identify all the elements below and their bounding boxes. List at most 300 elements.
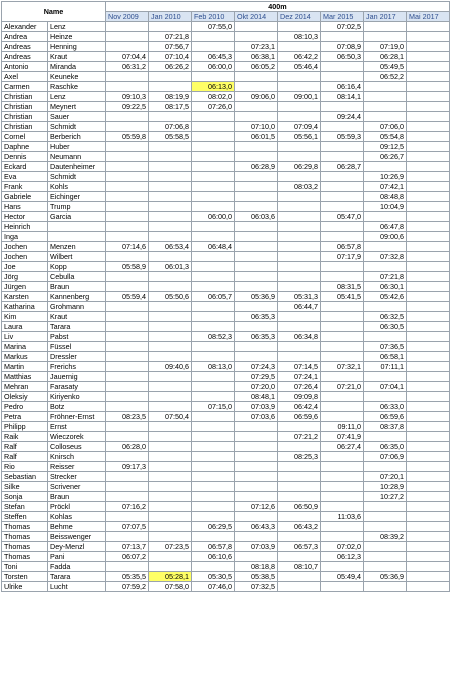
last-name-cell[interactable]: Miranda xyxy=(48,62,106,72)
time-cell[interactable]: 06:42,2 xyxy=(278,52,321,62)
time-cell[interactable] xyxy=(106,222,149,232)
time-cell[interactable]: 07:56,7 xyxy=(149,42,192,52)
time-cell[interactable]: 06:50,9 xyxy=(278,502,321,512)
last-name-cell[interactable]: Dautenheimer xyxy=(48,162,106,172)
time-cell[interactable] xyxy=(407,362,450,372)
time-cell[interactable]: 07:20,1 xyxy=(364,472,407,482)
time-cell[interactable] xyxy=(106,72,149,82)
time-cell[interactable] xyxy=(149,82,192,92)
first-name-cell[interactable]: Andrea xyxy=(2,32,48,42)
time-cell[interactable] xyxy=(321,192,364,202)
last-name-cell[interactable]: Meynert xyxy=(48,102,106,112)
time-cell[interactable]: 06:12,3 xyxy=(321,552,364,562)
time-cell[interactable] xyxy=(407,182,450,192)
time-cell[interactable] xyxy=(321,332,364,342)
time-cell[interactable] xyxy=(364,432,407,442)
time-cell[interactable] xyxy=(278,352,321,362)
time-cell[interactable]: 06:50,3 xyxy=(321,52,364,62)
time-cell[interactable] xyxy=(364,502,407,512)
time-cell[interactable] xyxy=(106,362,149,372)
first-name-cell[interactable]: Matthias xyxy=(2,372,48,382)
time-cell[interactable]: 06:57,8 xyxy=(192,542,235,552)
first-name-cell[interactable]: Inga xyxy=(2,232,48,242)
last-name-cell[interactable]: Füssel xyxy=(48,342,106,352)
last-name-cell[interactable]: Sauer xyxy=(48,112,106,122)
time-cell[interactable]: 08:14,1 xyxy=(321,92,364,102)
time-cell[interactable] xyxy=(106,372,149,382)
time-cell[interactable]: 06:44,7 xyxy=(278,302,321,312)
time-cell[interactable] xyxy=(321,262,364,272)
time-cell[interactable]: 05:50,6 xyxy=(149,292,192,302)
time-cell[interactable] xyxy=(106,312,149,322)
time-cell[interactable] xyxy=(407,202,450,212)
last-name-cell[interactable]: Pabst xyxy=(48,332,106,342)
time-cell[interactable]: 06:07,2 xyxy=(106,552,149,562)
time-cell[interactable]: 06:01,5 xyxy=(235,132,278,142)
time-cell[interactable]: 06:05,7 xyxy=(192,292,235,302)
time-cell[interactable] xyxy=(321,312,364,322)
time-cell[interactable] xyxy=(407,272,450,282)
time-cell[interactable]: 08:31,5 xyxy=(321,282,364,292)
first-name-cell[interactable]: Torsten xyxy=(2,572,48,582)
time-cell[interactable] xyxy=(149,352,192,362)
time-cell[interactable] xyxy=(278,192,321,202)
time-cell[interactable]: 05:54,8 xyxy=(364,132,407,142)
time-cell[interactable] xyxy=(278,272,321,282)
time-cell[interactable]: 07:06,8 xyxy=(149,122,192,132)
time-cell[interactable]: 07:21,8 xyxy=(149,32,192,42)
last-name-cell[interactable]: Colloseus xyxy=(48,442,106,452)
time-cell[interactable] xyxy=(192,312,235,322)
time-cell[interactable] xyxy=(278,82,321,92)
time-cell[interactable] xyxy=(407,62,450,72)
date-header[interactable]: Jan 2017 xyxy=(364,12,407,22)
time-cell[interactable] xyxy=(235,232,278,242)
time-cell[interactable]: 06:57,3 xyxy=(278,542,321,552)
time-cell[interactable]: 08:52,3 xyxy=(192,332,235,342)
time-cell[interactable]: 07:16,2 xyxy=(106,502,149,512)
first-name-cell[interactable]: Joe xyxy=(2,262,48,272)
time-cell[interactable] xyxy=(407,142,450,152)
time-cell[interactable] xyxy=(278,112,321,122)
time-cell[interactable]: 05:46,4 xyxy=(278,62,321,72)
first-name-cell[interactable]: Hector xyxy=(2,212,48,222)
time-cell[interactable]: 05:49,5 xyxy=(364,62,407,72)
time-cell[interactable] xyxy=(278,312,321,322)
time-cell[interactable] xyxy=(106,282,149,292)
time-cell[interactable] xyxy=(321,472,364,482)
time-cell[interactable] xyxy=(106,422,149,432)
time-cell[interactable] xyxy=(149,252,192,262)
time-cell[interactable] xyxy=(149,442,192,452)
first-name-cell[interactable]: Christian xyxy=(2,92,48,102)
first-name-cell[interactable]: Kim xyxy=(2,312,48,322)
time-cell[interactable]: 07:14,5 xyxy=(278,362,321,372)
time-cell[interactable] xyxy=(149,392,192,402)
time-cell[interactable]: 07:06,0 xyxy=(364,122,407,132)
last-name-cell[interactable]: Keuneke xyxy=(48,72,106,82)
time-cell[interactable]: 06:28,1 xyxy=(364,52,407,62)
time-cell[interactable] xyxy=(149,482,192,492)
first-name-cell[interactable]: Thomas xyxy=(2,532,48,542)
time-cell[interactable]: 06:35,3 xyxy=(235,312,278,322)
first-name-cell[interactable]: Christian xyxy=(2,112,48,122)
time-cell[interactable] xyxy=(235,342,278,352)
time-cell[interactable]: 05:56,1 xyxy=(278,132,321,142)
time-cell[interactable]: 09:22,5 xyxy=(106,102,149,112)
time-cell[interactable]: 06:28,9 xyxy=(235,162,278,172)
time-cell[interactable] xyxy=(278,512,321,522)
time-cell[interactable]: 08:37,8 xyxy=(364,422,407,432)
time-cell[interactable] xyxy=(235,262,278,272)
time-cell[interactable] xyxy=(149,522,192,532)
time-cell[interactable]: 08:48,1 xyxy=(235,392,278,402)
time-cell[interactable]: 06:42,4 xyxy=(278,402,321,412)
time-cell[interactable] xyxy=(364,512,407,522)
time-cell[interactable] xyxy=(106,182,149,192)
time-cell[interactable]: 07:14,6 xyxy=(106,242,149,252)
last-name-cell[interactable]: Cebulla xyxy=(48,272,106,282)
time-cell[interactable] xyxy=(321,582,364,592)
time-cell[interactable] xyxy=(235,302,278,312)
time-cell[interactable] xyxy=(407,152,450,162)
time-cell[interactable] xyxy=(192,172,235,182)
time-cell[interactable] xyxy=(235,442,278,452)
time-cell[interactable]: 06:58,1 xyxy=(364,352,407,362)
time-cell[interactable]: 06:59,6 xyxy=(364,412,407,422)
time-cell[interactable] xyxy=(407,132,450,142)
time-cell[interactable] xyxy=(149,22,192,32)
time-cell[interactable] xyxy=(364,552,407,562)
time-cell[interactable]: 06:30,5 xyxy=(364,322,407,332)
last-name-cell[interactable]: Neumann xyxy=(48,152,106,162)
time-cell[interactable] xyxy=(321,462,364,472)
time-cell[interactable] xyxy=(192,452,235,462)
first-name-cell[interactable]: Silke xyxy=(2,482,48,492)
first-name-cell[interactable]: Alexander xyxy=(2,22,48,32)
time-cell[interactable] xyxy=(278,482,321,492)
time-cell[interactable] xyxy=(192,412,235,422)
time-cell[interactable] xyxy=(149,402,192,412)
time-cell[interactable] xyxy=(321,562,364,572)
time-cell[interactable] xyxy=(407,372,450,382)
time-cell[interactable] xyxy=(149,532,192,542)
time-cell[interactable] xyxy=(321,452,364,462)
time-cell[interactable]: 06:38,1 xyxy=(235,52,278,62)
time-cell[interactable] xyxy=(235,242,278,252)
first-name-cell[interactable]: Sonja xyxy=(2,492,48,502)
time-cell[interactable] xyxy=(235,32,278,42)
time-cell[interactable] xyxy=(149,472,192,482)
time-cell[interactable] xyxy=(106,332,149,342)
time-cell[interactable] xyxy=(278,152,321,162)
time-cell[interactable] xyxy=(192,72,235,82)
time-cell[interactable] xyxy=(235,192,278,202)
time-cell[interactable] xyxy=(192,532,235,542)
time-cell[interactable] xyxy=(407,522,450,532)
last-name-cell[interactable]: Jauernig xyxy=(48,372,106,382)
time-cell[interactable]: 07:15,0 xyxy=(192,402,235,412)
time-cell[interactable]: 05:42,6 xyxy=(364,292,407,302)
time-cell[interactable]: 05:35,5 xyxy=(106,572,149,582)
time-cell[interactable]: 09:00,6 xyxy=(364,232,407,242)
time-cell[interactable]: 06:31,2 xyxy=(106,62,149,72)
first-name-cell[interactable]: Jürgen xyxy=(2,282,48,292)
last-name-cell[interactable]: Pröckl xyxy=(48,502,106,512)
time-cell[interactable] xyxy=(235,462,278,472)
time-cell[interactable]: 05:41,5 xyxy=(321,292,364,302)
last-name-cell[interactable]: Lenz xyxy=(48,92,106,102)
time-cell[interactable] xyxy=(278,582,321,592)
time-cell[interactable] xyxy=(235,352,278,362)
time-cell[interactable]: 07:32,8 xyxy=(364,252,407,262)
time-cell[interactable] xyxy=(149,422,192,432)
time-cell[interactable]: 06:32,5 xyxy=(364,312,407,322)
time-cell[interactable] xyxy=(407,102,450,112)
time-cell[interactable]: 06:48,4 xyxy=(192,242,235,252)
time-cell[interactable]: 07:32,1 xyxy=(321,362,364,372)
time-cell[interactable] xyxy=(407,42,450,52)
date-header[interactable]: Jan 2010 xyxy=(149,12,192,22)
time-cell[interactable] xyxy=(106,32,149,42)
time-cell[interactable] xyxy=(364,102,407,112)
time-cell[interactable]: 06:29,8 xyxy=(278,162,321,172)
time-cell[interactable] xyxy=(192,32,235,42)
time-cell[interactable]: 06:03,6 xyxy=(235,212,278,222)
time-cell[interactable] xyxy=(364,582,407,592)
time-cell[interactable] xyxy=(192,432,235,442)
time-cell[interactable] xyxy=(407,352,450,362)
time-cell[interactable] xyxy=(278,262,321,272)
time-cell[interactable] xyxy=(364,302,407,312)
time-cell[interactable] xyxy=(192,472,235,482)
time-cell[interactable] xyxy=(235,182,278,192)
time-cell[interactable]: 07:09,4 xyxy=(278,122,321,132)
time-cell[interactable]: 08:23,5 xyxy=(106,412,149,422)
time-cell[interactable]: 05:28,1 xyxy=(149,572,192,582)
first-name-cell[interactable]: Thomas xyxy=(2,542,48,552)
time-cell[interactable] xyxy=(278,232,321,242)
time-cell[interactable] xyxy=(192,352,235,362)
time-cell[interactable]: 07:55,0 xyxy=(192,22,235,32)
time-cell[interactable]: 09:09,8 xyxy=(278,392,321,402)
time-cell[interactable] xyxy=(106,302,149,312)
time-cell[interactable] xyxy=(235,102,278,112)
time-cell[interactable]: 06:47,8 xyxy=(364,222,407,232)
first-name-cell[interactable]: Philipp xyxy=(2,422,48,432)
time-cell[interactable] xyxy=(235,552,278,562)
last-name-cell[interactable]: Dey-Menzl xyxy=(48,542,106,552)
time-cell[interactable]: 09:00,1 xyxy=(278,92,321,102)
time-cell[interactable] xyxy=(106,342,149,352)
time-cell[interactable] xyxy=(106,272,149,282)
last-name-cell[interactable]: Kopp xyxy=(48,262,106,272)
time-cell[interactable]: 07:03,6 xyxy=(235,412,278,422)
time-cell[interactable]: 06:43,3 xyxy=(235,522,278,532)
time-cell[interactable] xyxy=(321,402,364,412)
time-cell[interactable] xyxy=(407,422,450,432)
first-name-cell[interactable]: Gabriele xyxy=(2,192,48,202)
time-cell[interactable] xyxy=(407,402,450,412)
time-cell[interactable] xyxy=(407,252,450,262)
first-name-cell[interactable]: Thomas xyxy=(2,552,48,562)
time-cell[interactable] xyxy=(235,472,278,482)
date-header[interactable]: Mai 2017 xyxy=(407,12,450,22)
last-name-cell[interactable]: Kraut xyxy=(48,52,106,62)
time-cell[interactable]: 07:04,4 xyxy=(106,52,149,62)
time-cell[interactable] xyxy=(278,102,321,112)
last-name-cell[interactable]: Henning xyxy=(48,42,106,52)
time-cell[interactable] xyxy=(321,232,364,242)
time-cell[interactable] xyxy=(192,152,235,162)
time-cell[interactable]: 06:26,2 xyxy=(149,62,192,72)
last-name-cell[interactable]: Tarara xyxy=(48,322,106,332)
time-cell[interactable] xyxy=(192,272,235,282)
time-cell[interactable] xyxy=(407,32,450,42)
first-name-cell[interactable]: Antonio xyxy=(2,62,48,72)
time-cell[interactable] xyxy=(321,72,364,82)
time-cell[interactable] xyxy=(192,232,235,242)
time-cell[interactable] xyxy=(364,22,407,32)
time-cell[interactable] xyxy=(192,112,235,122)
first-name-cell[interactable]: Christian xyxy=(2,122,48,132)
time-cell[interactable] xyxy=(149,152,192,162)
time-cell[interactable] xyxy=(321,522,364,532)
time-cell[interactable]: 10:26,9 xyxy=(364,172,407,182)
time-cell[interactable] xyxy=(235,172,278,182)
time-cell[interactable]: 06:33,0 xyxy=(364,402,407,412)
time-cell[interactable] xyxy=(192,202,235,212)
time-cell[interactable] xyxy=(364,392,407,402)
time-cell[interactable] xyxy=(106,172,149,182)
time-cell[interactable]: 07:20,0 xyxy=(235,382,278,392)
time-cell[interactable]: 05:38,5 xyxy=(235,572,278,582)
time-cell[interactable] xyxy=(364,262,407,272)
time-cell[interactable] xyxy=(407,472,450,482)
time-cell[interactable] xyxy=(235,512,278,522)
time-cell[interactable] xyxy=(321,62,364,72)
time-cell[interactable] xyxy=(106,122,149,132)
time-cell[interactable] xyxy=(364,92,407,102)
first-name-cell[interactable]: Cornel xyxy=(2,132,48,142)
time-cell[interactable] xyxy=(321,412,364,422)
first-name-cell[interactable]: Eckard xyxy=(2,162,48,172)
first-name-cell[interactable]: Oleksiy xyxy=(2,392,48,402)
time-cell[interactable]: 05:47,0 xyxy=(321,212,364,222)
time-cell[interactable] xyxy=(321,322,364,332)
last-name-cell[interactable]: Lenz xyxy=(48,22,106,32)
last-name-cell[interactable]: Wieczorek xyxy=(48,432,106,442)
first-name-cell[interactable]: Ulrike xyxy=(2,582,48,592)
time-cell[interactable]: 09:11,0 xyxy=(321,422,364,432)
time-cell[interactable] xyxy=(321,122,364,132)
first-name-cell[interactable]: Axel xyxy=(2,72,48,82)
last-name-cell[interactable]: Botz xyxy=(48,402,106,412)
time-cell[interactable] xyxy=(192,482,235,492)
time-cell[interactable]: 07:50,4 xyxy=(149,412,192,422)
time-cell[interactable]: 08:25,3 xyxy=(278,452,321,462)
first-name-cell[interactable]: Heinrich xyxy=(2,222,48,232)
last-name-cell[interactable]: Berberich xyxy=(48,132,106,142)
time-cell[interactable]: 06:00,0 xyxy=(192,212,235,222)
time-cell[interactable]: 06:16,4 xyxy=(321,82,364,92)
time-cell[interactable] xyxy=(192,382,235,392)
time-cell[interactable] xyxy=(192,512,235,522)
time-cell[interactable] xyxy=(321,102,364,112)
last-name-cell[interactable]: Frerichs xyxy=(48,362,106,372)
time-cell[interactable]: 05:31,3 xyxy=(278,292,321,302)
time-cell[interactable]: 06:34,8 xyxy=(278,332,321,342)
time-cell[interactable] xyxy=(192,162,235,172)
time-cell[interactable] xyxy=(321,392,364,402)
first-name-cell[interactable]: Markus xyxy=(2,352,48,362)
time-cell[interactable] xyxy=(149,502,192,512)
last-name-cell[interactable]: Menzen xyxy=(48,242,106,252)
time-cell[interactable]: 11:03,6 xyxy=(321,512,364,522)
time-cell[interactable] xyxy=(407,122,450,132)
time-cell[interactable] xyxy=(278,202,321,212)
time-cell[interactable] xyxy=(235,22,278,32)
last-name-cell[interactable]: Raschke xyxy=(48,82,106,92)
time-cell[interactable] xyxy=(278,572,321,582)
time-cell[interactable] xyxy=(192,262,235,272)
time-cell[interactable] xyxy=(407,242,450,252)
time-cell[interactable] xyxy=(149,562,192,572)
time-cell[interactable]: 06:29,5 xyxy=(192,522,235,532)
last-name-cell[interactable]: Kannenberg xyxy=(48,292,106,302)
last-name-cell[interactable]: Braun xyxy=(48,492,106,502)
time-cell[interactable]: 08:13,0 xyxy=(192,362,235,372)
time-cell[interactable] xyxy=(278,142,321,152)
time-cell[interactable]: 07:58,0 xyxy=(149,582,192,592)
time-cell[interactable]: 09:12,5 xyxy=(364,142,407,152)
time-cell[interactable] xyxy=(106,142,149,152)
time-cell[interactable] xyxy=(106,392,149,402)
time-cell[interactable]: 07:19,0 xyxy=(364,42,407,52)
first-name-cell[interactable]: Eva xyxy=(2,172,48,182)
time-cell[interactable] xyxy=(407,302,450,312)
time-cell[interactable] xyxy=(192,342,235,352)
time-cell[interactable]: 08:03,2 xyxy=(278,182,321,192)
time-cell[interactable]: 05:59,3 xyxy=(321,132,364,142)
first-name-cell[interactable]: Thomas xyxy=(2,522,48,532)
time-cell[interactable] xyxy=(235,112,278,122)
time-cell[interactable] xyxy=(278,552,321,562)
time-cell[interactable]: 06:43,2 xyxy=(278,522,321,532)
first-name-cell[interactable]: Liv xyxy=(2,332,48,342)
last-name-cell[interactable]: Scrivener xyxy=(48,482,106,492)
time-cell[interactable]: 09:10,3 xyxy=(106,92,149,102)
time-cell[interactable] xyxy=(321,152,364,162)
last-name-cell[interactable]: Garcia xyxy=(48,212,106,222)
time-cell[interactable] xyxy=(149,232,192,242)
time-cell[interactable] xyxy=(235,82,278,92)
last-name-cell[interactable]: Wilbert xyxy=(48,252,106,262)
first-name-cell[interactable]: Steffen xyxy=(2,512,48,522)
last-name-cell[interactable]: Schmidt xyxy=(48,122,106,132)
last-name-cell[interactable]: Braun xyxy=(48,282,106,292)
time-cell[interactable]: 07:04,1 xyxy=(364,382,407,392)
time-cell[interactable]: 07:07,5 xyxy=(106,522,149,532)
time-cell[interactable] xyxy=(364,242,407,252)
first-name-cell[interactable]: Katharina xyxy=(2,302,48,312)
time-cell[interactable] xyxy=(321,352,364,362)
time-cell[interactable] xyxy=(407,172,450,182)
time-cell[interactable]: 07:46,0 xyxy=(192,582,235,592)
time-cell[interactable]: 07:10,4 xyxy=(149,52,192,62)
first-name-cell[interactable]: Carmen xyxy=(2,82,48,92)
time-cell[interactable] xyxy=(407,462,450,472)
